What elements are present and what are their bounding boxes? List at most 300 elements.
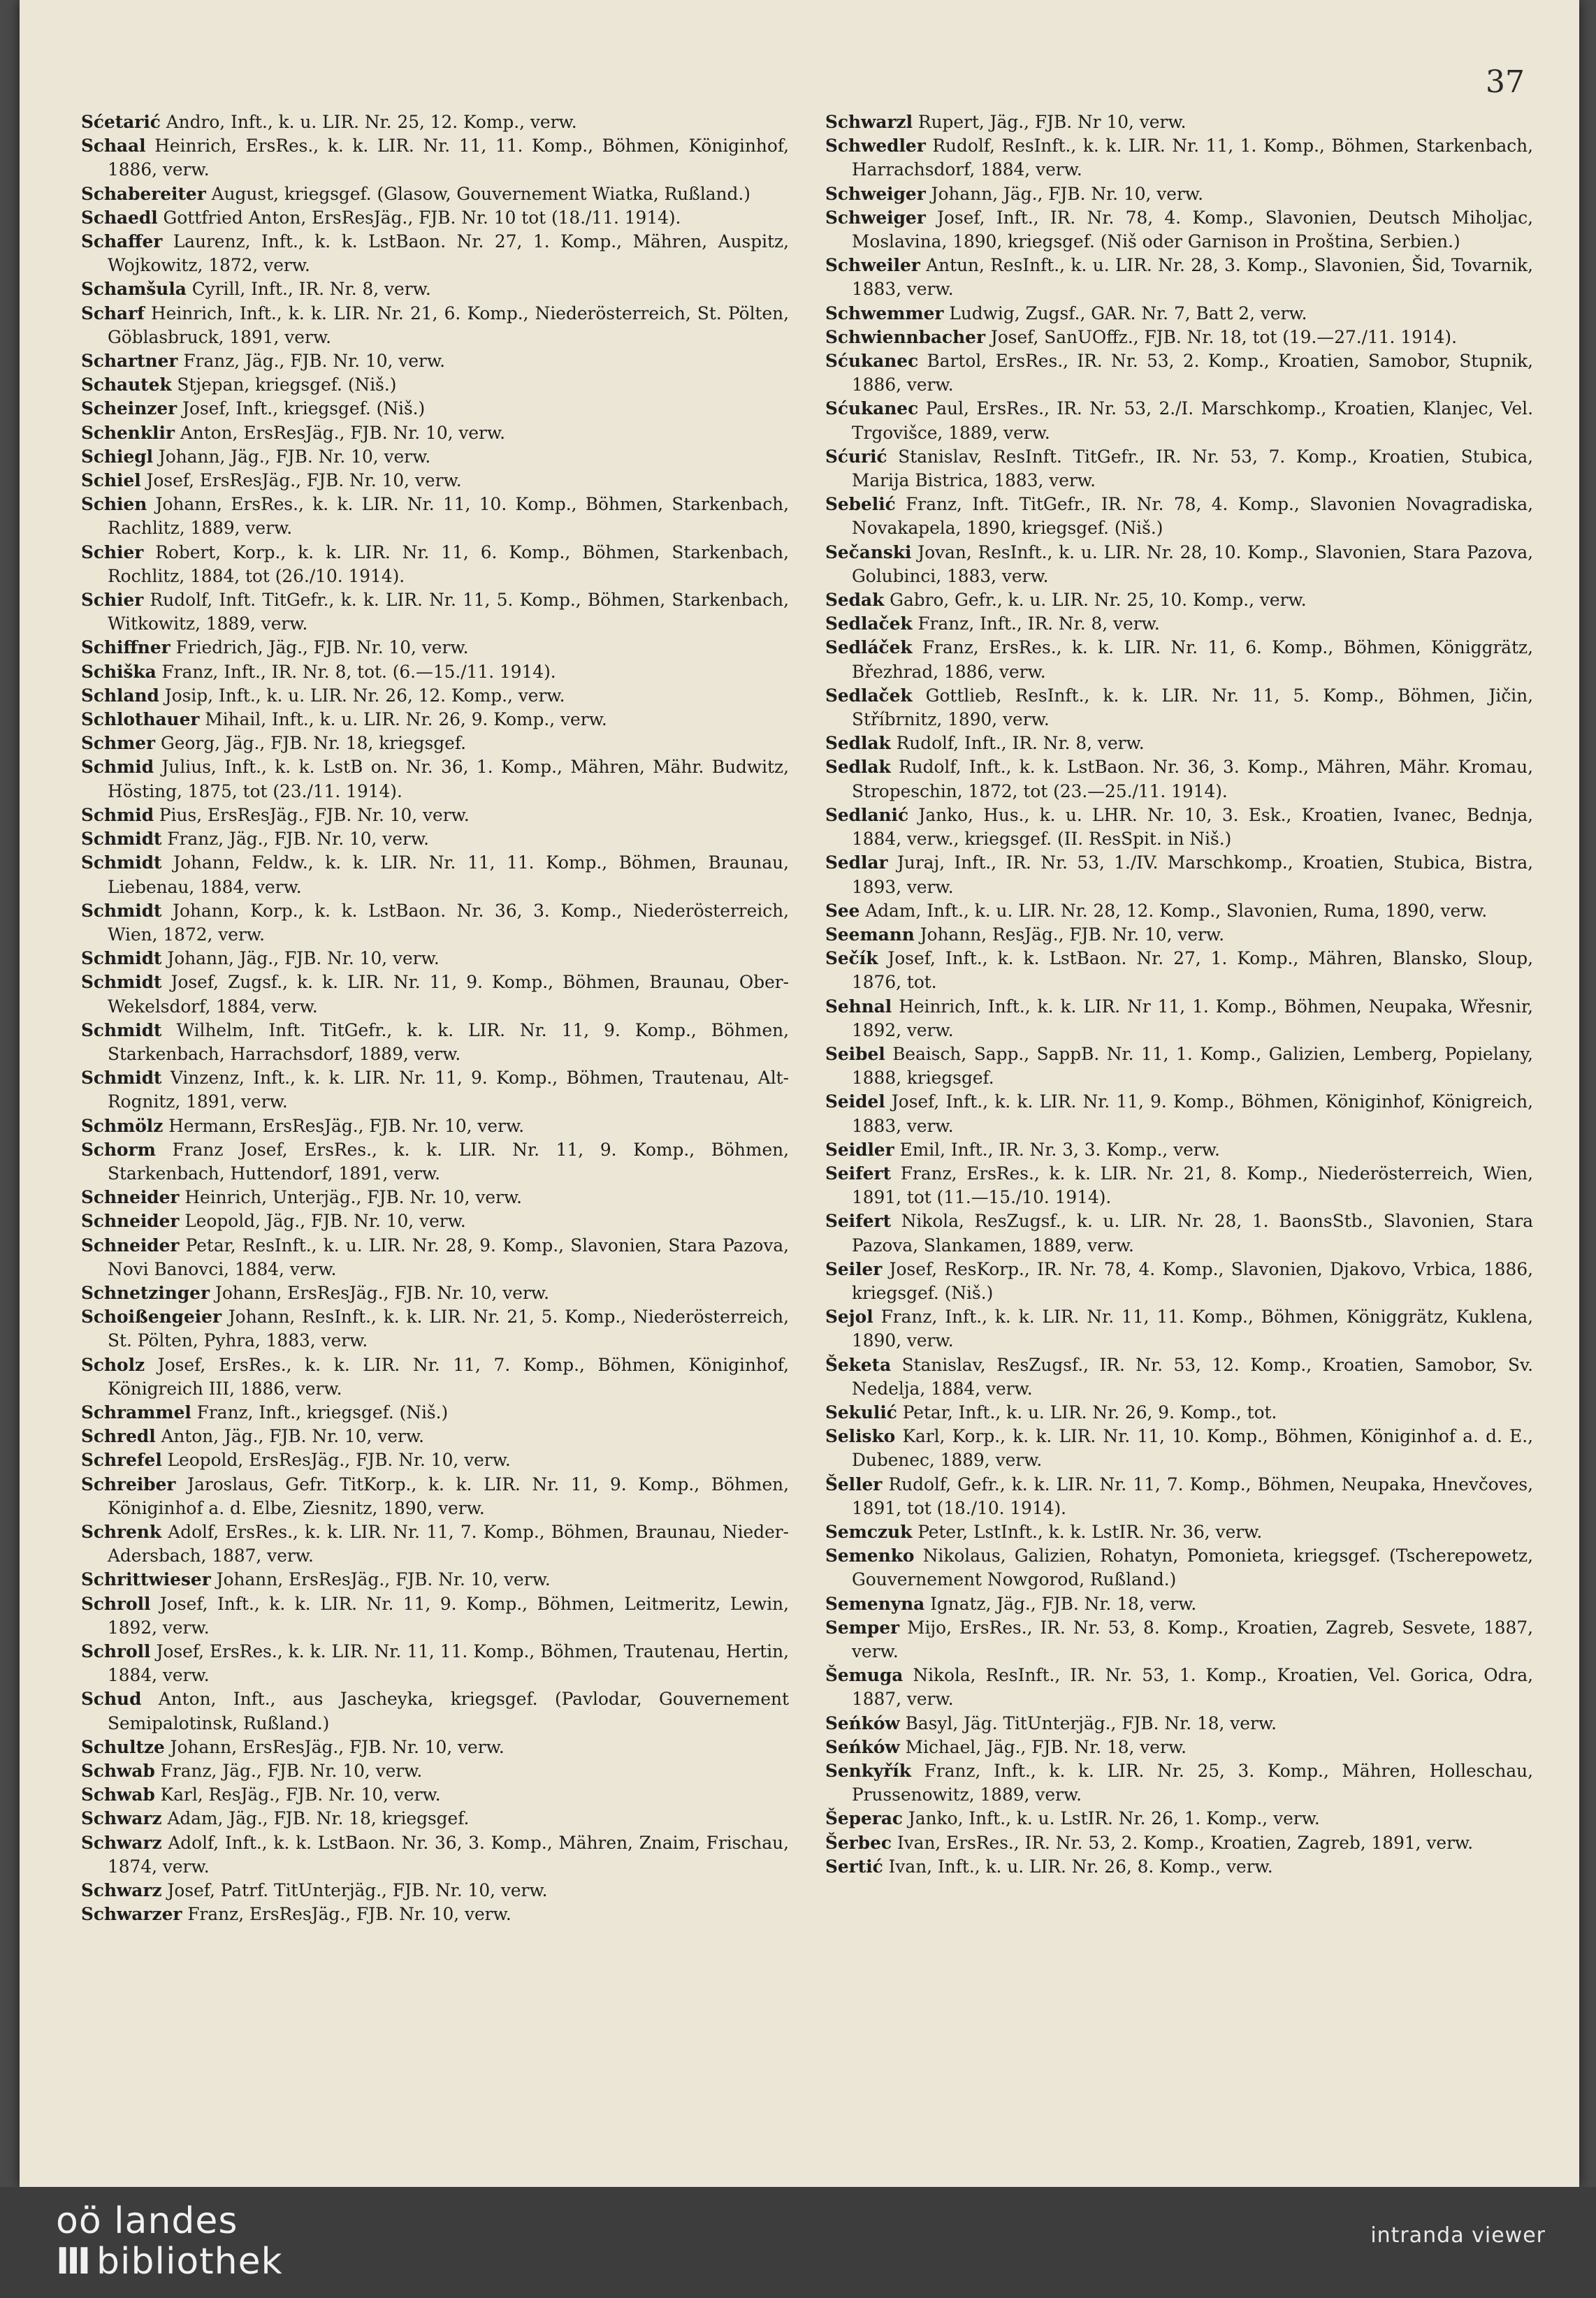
entry-details: Adolf, ErsRes., k. k. LIR. Nr. 11, 7. Komp., Böhmen, Braunau, Nieder-Adersbach, 1887, verw. — [108, 1521, 789, 1566]
register-entry — [81, 373, 789, 397]
register-entry — [81, 1473, 789, 1520]
register-entry — [825, 995, 1533, 1042]
register-entry — [81, 827, 789, 851]
register-entry — [81, 1234, 789, 1281]
entry-details: Stanislav, ResInft. TitGefr., IR. Nr. 53, 7. Komp., Kroatien, Stubica, Marija Bistrica, 1883, verw. — [852, 446, 1533, 491]
entry-surname: Seidel — [825, 1091, 885, 1112]
entry-surname: Schnetzinger — [81, 1282, 210, 1303]
entry-surname: Schweiger — [825, 207, 926, 228]
entry-details: Michael, Jäg., FJB. Nr. 18, verw. — [899, 1736, 1187, 1757]
register-entry — [825, 923, 1533, 947]
entry-surname: Schweiger — [825, 183, 926, 204]
register-entry — [825, 182, 1533, 206]
entry-details: Josef, Inft., k. k. LstBaon. Nr. 27, 1. Komp., Mähren, Blansko, Sloup, 1876, tot. — [852, 948, 1533, 993]
register-entry — [81, 1019, 789, 1066]
logo-text-bibliothek: bibliothek — [96, 2241, 283, 2283]
entry-details: Basyl, Jäg. TitUnterjäg., FJB. Nr. 18, verw. — [899, 1712, 1277, 1733]
register-entry — [825, 349, 1533, 397]
entry-surname: Schmidt — [81, 972, 162, 993]
entry-details: Stjepan, kriegsgef. (Niš.) — [171, 374, 397, 395]
entry-details: Adam, Jäg., FJB. Nr. 18, kriegsgef. — [161, 1808, 470, 1829]
entry-surname: Schwarzl — [825, 112, 913, 132]
entry-details: Josef, Inft., IR. Nr. 78, 4. Komp., Slavonien, Deutsch Miholjac, Moslavina, 1890, kriegsgef. (Niš oder Garnison in Proština, Serbien.) — [852, 207, 1533, 252]
register-entry — [825, 1090, 1533, 1137]
register-entry — [825, 1712, 1533, 1736]
entry-surname: Seńków — [825, 1712, 900, 1733]
register-entry — [81, 970, 789, 1018]
register-entry — [825, 1425, 1533, 1472]
entry-details: Josef, Inft., kriegsgef. (Niš.) — [177, 398, 426, 419]
register-entry — [81, 636, 789, 660]
register-entry — [825, 1473, 1533, 1520]
entry-details: Julius, Inft., k. k. LstB on. Nr. 36, 1. Komp., Mähren, Mähr. Budwitz, Hösting, 1875, tot (23./11. 1914). — [108, 757, 789, 801]
entry-surname: Schwarzer — [81, 1904, 182, 1925]
entry-surname: Sedlanić — [825, 804, 909, 825]
entry-surname: Seibel — [825, 1043, 885, 1064]
entry-details: Johann, ErsResJäg., FJB. Nr. 10, verw. — [210, 1569, 551, 1590]
entry-surname: Seifert — [825, 1211, 892, 1232]
register-entry — [81, 493, 789, 540]
register-entry — [81, 755, 789, 803]
logo-bars-icon: III — [56, 2241, 89, 2283]
entry-surname: Schrammel — [81, 1402, 191, 1423]
register-entry — [825, 1759, 1533, 1807]
entry-details: Janko, Inft., k. u. LstIR. Nr. 26, 1. Komp., verw. — [903, 1808, 1320, 1829]
register-entry — [825, 206, 1533, 254]
register-entry — [81, 588, 789, 636]
entry-details: Janko, Hus., k. u. LHR. Nr. 10, 3. Esk., Kroatien, Ivanec, Bednja, 1884, verw., kriegsgef. (II. ResSpit. in Niš.) — [852, 804, 1533, 850]
entry-details: Adam, Inft., k. u. LIR. Nr. 28, 12. Komp., Slavonien, Ruma, 1890, verw. — [859, 900, 1488, 921]
entry-details: Ignatz, Jäg., FJB. Nr. 18, verw. — [924, 1593, 1197, 1614]
entry-surname: Schartner — [81, 351, 178, 372]
entry-surname: Schneider — [81, 1187, 180, 1208]
library-logo[interactable] — [56, 2201, 283, 2282]
entry-details: Petar, Inft., k. u. LIR. Nr. 26, 9. Komp., tot. — [897, 1402, 1277, 1423]
entry-details: Petar, ResInft., k. u. LIR. Nr. 28, 9. Komp., Slavonien, Stara Pazova, Novi Banovci, 1884, verw. — [108, 1235, 789, 1279]
entry-details: Gottlieb, ResInft., k. k. LIR. Nr. 11, 5. Komp., Böhmen, Jičin, Stříbrnitz, 1890, verw. — [852, 685, 1533, 730]
register-entry — [825, 326, 1533, 349]
entry-details: Rudolf, Inft., IR. Nr. 8, verw. — [890, 733, 1145, 754]
entry-surname: Schmer — [81, 733, 156, 754]
entry-details: Johann, Jäg., FJB. Nr. 10, verw. — [925, 183, 1203, 204]
entry-surname: Schwarz — [81, 1832, 162, 1853]
entry-details: Leopold, ErsResJäg., FJB. Nr. 10, verw. — [161, 1450, 511, 1471]
entry-details: Georg, Jäg., FJB. Nr. 18, kriegsgef. — [155, 733, 467, 754]
register-entry — [825, 1042, 1533, 1090]
entry-details: Andro, Inft., k. u. LIR. Nr. 25, 12. Komp., verw. — [160, 112, 577, 132]
entry-surname: Schneider — [81, 1211, 180, 1232]
register-entry — [81, 803, 789, 827]
entry-details: Josef, ErsRes., k. k. LIR. Nr. 11, 7. Komp., Böhmen, Königinhof, Königreich III, 1886, verw. — [108, 1354, 789, 1399]
entry-surname: Sedlar — [825, 852, 888, 873]
entry-surname: Schier — [81, 590, 144, 611]
entry-surname: Šeperac — [825, 1808, 904, 1829]
entry-details: Josip, Inft., k. u. LIR. Nr. 26, 12. Komp., verw. — [159, 685, 565, 706]
entry-surname: Semenyna — [825, 1593, 925, 1614]
entry-surname: Schrittwieser — [81, 1569, 211, 1590]
register-entry — [81, 230, 789, 277]
entry-surname: Sćetarić — [81, 112, 161, 132]
register-entry — [81, 1592, 789, 1640]
register-entry — [825, 1807, 1533, 1831]
entry-surname: Semczuk — [825, 1521, 913, 1542]
entry-surname: See — [825, 900, 860, 921]
register-entry — [81, 1903, 789, 1926]
register-entry — [81, 1281, 789, 1305]
entry-details: Johann, ErsResJäg., FJB. Nr. 10, verw. — [210, 1282, 549, 1303]
entry-surname: Seiler — [825, 1258, 883, 1279]
entry-surname: Šerbec — [825, 1832, 892, 1853]
register-entry — [81, 1114, 789, 1138]
entry-details: Nikola, ResZugsf., k. u. LIR. Nr. 28, 1. BaonsStb., Slavonien, Stara Pazova, Slankamen, 1889, verw. — [852, 1211, 1533, 1256]
register-entry — [81, 732, 789, 755]
entry-details: Mihail, Inft., k. u. LIR. Nr. 26, 9. Komp., verw. — [199, 709, 607, 730]
entry-details: Josef, SanUOffz., FJB. Nr. 18, tot (19.—27./11. 1914). — [985, 326, 1457, 347]
left-column — [81, 110, 789, 2082]
entry-surname: Sedlak — [825, 733, 891, 754]
entry-details: Franz, Inft., k. k. LIR. Nr. 25, 3. Komp., Mähren, Holleschau, Prussenowitz, 1889, verw. — [852, 1761, 1533, 1805]
entry-surname: Schlothauer — [81, 709, 200, 730]
entry-surname: Schland — [81, 685, 159, 706]
entry-surname: Šemuga — [825, 1665, 904, 1686]
register-entry — [81, 469, 789, 493]
register-entry — [825, 1258, 1533, 1305]
register-entry — [825, 1616, 1533, 1664]
entry-details: Ivan, ErsRes., IR. Nr. 53, 2. Komp., Kroatien, Zagreb, 1891, verw. — [891, 1832, 1474, 1853]
entry-surname: Schmidt — [81, 948, 162, 969]
entry-details: Hermann, ErsResJäg., FJB. Nr. 10, verw. — [163, 1115, 525, 1136]
entry-details: Heinrich, ErsRes., k. k. LIR. Nr. 11, 11. Komp., Böhmen, Königinhof, 1886, verw. — [108, 136, 789, 180]
entry-surname: Sehnal — [825, 996, 892, 1017]
entry-surname: Schwiennbacher — [825, 326, 986, 347]
entry-details: Franz, Inft., IR. Nr. 8, verw. — [912, 613, 1160, 634]
entry-details: Anton, Inft., aus Jascheyka, kriegsgef. (Pavlodar, Gouvernement Semipalotinsk, Rußland.) — [108, 1689, 789, 1733]
register-entry — [81, 1783, 789, 1807]
entry-details: Johann, ResJäg., FJB. Nr. 10, verw. — [914, 924, 1225, 945]
register-entry — [81, 349, 789, 373]
entry-details: Franz, ErsResJäg., FJB. Nr. 10, verw. — [182, 1904, 512, 1925]
entry-surname: Schmid — [81, 804, 154, 825]
register-entry — [825, 110, 1533, 134]
register-entry — [81, 684, 789, 708]
register-entry — [81, 1759, 789, 1783]
entry-surname: Schoißengeier — [81, 1307, 222, 1328]
entry-surname: Selisko — [825, 1426, 896, 1447]
entry-details: Franz, ErsRes., k. k. LIR. Nr. 21, 8. Komp., Niederösterreich, Wien, 1891, tot (11.—15./10. 1914). — [852, 1163, 1533, 1208]
entry-details: Paul, ErsRes., IR. Nr. 53, 2./I. Marschkomp., Kroatien, Klanjec, Vel. Trgovišce, 1889, verw. — [852, 398, 1533, 443]
entry-surname: Sedak — [825, 590, 885, 611]
register-entry — [81, 1448, 789, 1472]
register-entry — [81, 110, 789, 134]
viewer-footer — [0, 2187, 1596, 2298]
entry-details: Johann, ResInft., k. k. LIR. Nr. 21, 5. Komp., Niederösterreich, St. Pölten, Pyhra, 1883, verw. — [108, 1307, 789, 1351]
entry-details: Josef, ResKorp., IR. Nr. 78, 4. Komp., Slavonien, Djakovo, Vrbica, 1886, kriegsgef. (Niš.) — [852, 1258, 1533, 1303]
entry-surname: Schiffner — [81, 637, 171, 658]
entry-details: Wilhelm, Inft. TitGefr., k. k. LIR. Nr. 11, 9. Komp., Böhmen, Starkenbach, Harrachsdorf, 1889, verw. — [108, 1019, 789, 1064]
register-entry — [825, 1305, 1533, 1353]
entry-surname: Schautek — [81, 374, 172, 395]
entry-details: Franz, Jäg., FJB. Nr. 10, verw. — [161, 829, 430, 850]
register-entry — [81, 1138, 789, 1186]
register-entry — [825, 636, 1533, 683]
entry-surname: Schneider — [81, 1235, 180, 1256]
register-entry — [825, 1353, 1533, 1401]
entry-surname: Schmidt — [81, 829, 162, 850]
register-entry — [825, 1209, 1533, 1257]
register-entry — [81, 182, 789, 206]
entry-surname: Schwedler — [825, 136, 926, 157]
entry-details: Josef, Patrf. TitUnterjäg., FJB. Nr. 10, verw. — [161, 1880, 548, 1901]
entry-surname: Schrenk — [81, 1521, 162, 1542]
register-entry — [825, 302, 1533, 326]
entry-details: Ivan, Inft., k. u. LIR. Nr. 26, 8. Komp., verw. — [883, 1856, 1273, 1877]
entry-surname: Šeketa — [825, 1354, 892, 1375]
entry-details: Franz, Jäg., FJB. Nr. 10, verw. — [177, 351, 446, 372]
register-entry — [81, 1209, 789, 1233]
entry-surname: Sečanski — [825, 541, 912, 562]
right-column — [825, 110, 1533, 2082]
entry-details: Karl, ResJäg., FJB. Nr. 10, verw. — [154, 1784, 441, 1805]
entry-details: Josef, Inft., k. k. LIR. Nr. 11, 9. Komp., Böhmen, Leitmeritz, Lewin, 1892, verw. — [108, 1593, 789, 1638]
entry-details: Rupert, Jäg., FJB. Nr 10, verw. — [913, 112, 1187, 132]
register-entry — [81, 947, 789, 970]
logo-text-line1: oö landes — [56, 2200, 238, 2242]
entry-details: Franz, Inft., k. k. LIR. Nr. 11, 11. Komp., Böhmen, Königgrätz, Kuklena, 1890, verw. — [852, 1307, 1533, 1351]
entry-details: Rudolf, Gefr., k. k. LIR. Nr. 11, 7. Komp., Böhmen, Neupaka, Hnevčoves, 1891, tot (18./10. 1914). — [852, 1474, 1533, 1518]
entry-details: Johann, Korp., k. k. LstBaon. Nr. 36, 3. Komp., Niederösterreich, Wien, 1872, verw. — [108, 900, 789, 945]
entry-details: Leopold, Jäg., FJB. Nr. 10, verw. — [179, 1211, 466, 1232]
entry-surname: Schwarz — [81, 1880, 162, 1901]
register-entry — [81, 1736, 789, 1759]
register-entry — [81, 1353, 789, 1401]
entry-surname: Schmidt — [81, 1068, 162, 1089]
entry-details: Rudolf, Inft. TitGefr., k. k. LIR. Nr. 11, 5. Komp., Böhmen, Starkenbach, Witkowitz, 1889, verw. — [108, 590, 789, 634]
entry-surname: Sedlak — [825, 757, 891, 778]
entry-surname: Sertić — [825, 1856, 883, 1877]
entry-details: Johann, ErsResJäg., FJB. Nr. 10, verw. — [164, 1736, 505, 1757]
entry-details: Emil, Inft., IR. Nr. 3, 3. Komp., verw. — [894, 1139, 1220, 1160]
entry-details: Antun, ResInft., k. u. LIR. Nr. 28, 3. Komp., Slavonien, Šid, Tovarnik, 1883, verw. — [852, 255, 1533, 300]
entry-surname: Seifert — [825, 1163, 892, 1184]
register-entry — [825, 134, 1533, 182]
entry-details: Gabro, Gefr., k. u. LIR. Nr. 25, 10. Komp., verw. — [884, 590, 1307, 611]
entry-details: Heinrich, Inft., k. k. LIR. Nr. 21, 6. Komp., Niederösterreich, St. Pölten, Göblasbruck, 1891, verw. — [108, 303, 789, 347]
entry-details: Robert, Korp., k. k. LIR. Nr. 11, 6. Komp., Böhmen, Starkenbach, Rochlitz, 1884, tot (26./10. 1914). — [108, 541, 789, 586]
entry-details: Karl, Korp., k. k. LIR. Nr. 11, 10. Komp., Böhmen, Königinhof a. d. E., Dubenec, 1889, verw. — [852, 1426, 1533, 1471]
entry-details: Franz, ErsRes., k. k. LIR. Nr. 11, 6. Komp., Böhmen, Königgrätz, Březhrad, 1886, verw. — [852, 637, 1533, 682]
register-entry — [825, 1855, 1533, 1879]
entry-details: Josef, Inft., k. k. LIR. Nr. 11, 9. Komp., Böhmen, Königinhof, Königreich, 1883, verw. — [852, 1091, 1533, 1136]
entry-surname: Schiška — [81, 661, 157, 682]
register-entry — [81, 899, 789, 947]
entry-details: Heinrich, Inft., k. k. LIR. Nr 11, 1. Komp., Böhmen, Neupaka, Wřesnir, 1892, verw. — [852, 996, 1533, 1040]
register-entry — [825, 1162, 1533, 1209]
entry-details: Josef, ErsRes., k. k. LIR. Nr. 11, 11. Komp., Böhmen, Trautenau, Hertin, 1884, verw. — [108, 1641, 789, 1686]
page-number: 37 — [1486, 64, 1525, 100]
entry-surname: Scharf — [81, 303, 145, 323]
entry-details: Bartol, ErsRes., IR. Nr. 53, 2. Komp., Kroatien, Samobor, Stupnik, 1886, verw. — [852, 351, 1533, 395]
register-entry — [81, 302, 789, 349]
logo-text-line2 — [56, 2241, 283, 2282]
entry-details: Mijo, ErsRes., IR. Nr. 53, 8. Komp., Kroatien, Zagreb, Sesvete, 1887, verw. — [852, 1617, 1533, 1661]
register-entry — [81, 1425, 789, 1448]
entry-surname: Schultze — [81, 1736, 165, 1757]
entry-details: Jaroslaus, Gefr. TitKorp., k. k. LIR. Nr. 11, 9. Komp., Böhmen, Königinhof a. d. Elbe, Ziesnitz, 1890, verw. — [108, 1474, 789, 1518]
entry-details: Rudolf, Inft., k. k. LstBaon. Nr. 36, 3. Komp., Mähren, Mähr. Kromau, Stropeschin, 1872, tot (23.—25./11. 1914). — [852, 757, 1533, 801]
entry-details: Ludwig, Zugsf., GAR. Nr. 7, Batt 2, verw. — [943, 303, 1307, 323]
register-entry — [825, 851, 1533, 899]
register-entry — [825, 397, 1533, 444]
register-entry — [825, 254, 1533, 301]
entry-surname: Schwab — [81, 1761, 155, 1782]
register-entry — [81, 1305, 789, 1353]
entry-surname: Seńków — [825, 1736, 900, 1757]
entry-details: Gottfried Anton, ErsResJäg., FJB. Nr. 10 tot (18./11. 1914). — [157, 207, 681, 228]
entry-details: Anton, Jäg., FJB. Nr. 10, verw. — [155, 1426, 425, 1447]
entry-surname: Sebelić — [825, 494, 896, 515]
entry-surname: Seemann — [825, 924, 915, 945]
register-entry — [81, 1568, 789, 1592]
register-entry — [81, 134, 789, 182]
register-entry — [81, 421, 789, 445]
entry-surname: Schiel — [81, 470, 141, 491]
register-entry — [825, 803, 1533, 851]
entry-surname: Schmölz — [81, 1115, 164, 1136]
entry-surname: Schaal — [81, 136, 146, 157]
entry-surname: Schmidt — [81, 1019, 162, 1040]
register-entry — [81, 1687, 789, 1735]
entry-details: Rudolf, ResInft., k. k. LIR. Nr. 11, 1. Komp., Böhmen, Starkenbach, Harrachsdorf, 1884, verw. — [852, 136, 1533, 180]
entry-details: Friedrich, Jäg., FJB. Nr. 10, verw. — [170, 637, 469, 658]
entry-surname: Schroll — [81, 1641, 151, 1661]
entry-details: Pius, ErsResJäg., FJB. Nr. 10, verw. — [154, 804, 470, 825]
entry-details: Josef, ErsResJäg., FJB. Nr. 10, verw. — [140, 470, 462, 491]
register-entry — [825, 1592, 1533, 1616]
entry-surname: Scheinzer — [81, 398, 177, 419]
entry-surname: Sćukanec — [825, 398, 919, 419]
entry-surname: Sćukanec — [825, 351, 919, 372]
entry-details: Heinrich, Unterjäg., FJB. Nr. 10, verw. — [179, 1187, 523, 1208]
entry-surname: Schorm — [81, 1139, 156, 1160]
entry-surname: Sedlaček — [825, 613, 913, 634]
register-entry — [81, 206, 789, 230]
entry-details: Juraj, Inft., IR. Nr. 53, 1./IV. Marschkomp., Kroatien, Stubica, Bistra, 1893, verw. — [852, 852, 1533, 897]
entry-details: Peter, LstInft., k. k. LstIR. Nr. 36, verw. — [912, 1521, 1263, 1542]
entry-details: Johann, ErsRes., k. k. LIR. Nr. 11, 10. Komp., Böhmen, Starkenbach, Rachlitz, 1889, verw. — [108, 494, 789, 539]
entry-surname: Sejol — [825, 1307, 873, 1328]
entry-surname: Schroll — [81, 1593, 151, 1614]
register-entry — [825, 493, 1533, 540]
entry-surname: Schmidt — [81, 852, 162, 873]
entry-surname: Sečík — [825, 948, 878, 969]
register-entry — [81, 1640, 789, 1687]
entry-details: Anton, ErsResJäg., FJB. Nr. 10, verw. — [174, 422, 506, 443]
entry-details: Franz, Inft. TitGefr., IR. Nr. 78, 4. Komp., Slavonien Novagradiska, Novakapela, 1890, kriegsgef. (Niš.) — [852, 494, 1533, 539]
viewer-label: intranda viewer — [1370, 2223, 1546, 2248]
entry-details: Vinzenz, Inft., k. k. LIR. Nr. 11, 9. Komp., Böhmen, Trautenau, Alt-Rognitz, 1891, verw. — [108, 1068, 789, 1112]
register-entry — [825, 1736, 1533, 1759]
entry-surname: Schien — [81, 494, 147, 515]
entry-details: Johann, Jäg., FJB. Nr. 10, verw. — [153, 446, 431, 467]
register-entry — [825, 684, 1533, 732]
register-entry — [81, 1186, 789, 1209]
register-entry — [81, 445, 789, 469]
entry-surname: Sćurić — [825, 446, 887, 467]
entry-surname: Schabereiter — [81, 183, 206, 204]
entry-surname: Semenko — [825, 1546, 915, 1566]
register-entry — [825, 1520, 1533, 1544]
entry-surname: Šeller — [825, 1474, 883, 1495]
entry-surname: Senkyřík — [825, 1761, 911, 1782]
entry-surname: Schaffer — [81, 231, 163, 252]
entry-details: Johann, Feldw., k. k. LIR. Nr. 11, 11. Komp., Böhmen, Braunau, Liebenau, 1884, verw. — [108, 852, 789, 897]
entry-surname: Sekulić — [825, 1402, 897, 1423]
register-entry — [81, 1879, 789, 1903]
entry-surname: Schwarz — [81, 1808, 162, 1829]
register-entry — [825, 1544, 1533, 1592]
register-entry — [81, 660, 789, 684]
entry-surname: Seidler — [825, 1139, 894, 1160]
register-entry — [825, 445, 1533, 493]
entry-details: Nikola, ResInft., IR. Nr. 53, 1. Komp., Kroatien, Vel. Gorica, Odra, 1887, verw. — [852, 1665, 1533, 1710]
register-entry — [825, 1401, 1533, 1425]
register-entry — [825, 588, 1533, 612]
register-entry — [81, 851, 789, 899]
entry-details: Nikolaus, Galizien, Rohatyn, Pomonieta, kriegsgef. (Tscherepowetz, Gouvernement Nowgorod, Rußland.) — [852, 1546, 1533, 1590]
register-entry — [825, 541, 1533, 588]
register-entry — [825, 1664, 1533, 1711]
entry-surname: Schredl — [81, 1426, 156, 1447]
entry-surname: Schrefel — [81, 1450, 162, 1471]
register-entry — [825, 947, 1533, 994]
register-entry — [825, 1831, 1533, 1855]
entry-details: August, kriegsgef. (Glasow, Gouvernement Wiatka, Rußland.) — [205, 183, 750, 204]
entry-details: Franz, Jäg., FJB. Nr. 10, verw. — [154, 1761, 423, 1782]
entry-surname: Schmid — [81, 757, 154, 778]
register-entry — [825, 755, 1533, 803]
entry-details: Franz, Inft., IR. Nr. 8, tot. (6.—15./11. 1914). — [156, 661, 556, 682]
entry-surname: Schreiber — [81, 1474, 176, 1495]
entry-details: Jovan, ResInft., k. u. LIR. Nr. 28, 10. Komp., Slavonien, Stara Pazova, Golubinci, 1883, verw. — [852, 541, 1533, 586]
entry-surname: Schwab — [81, 1784, 155, 1805]
entry-surname: Scholz — [81, 1354, 145, 1375]
entry-surname: Sedláček — [825, 637, 913, 658]
register-entry — [81, 708, 789, 732]
entry-details: Laurenz, Inft., k. k. LstBaon. Nr. 27, 1. Komp., Mähren, Auspitz, Wojkowitz, 1872, verw. — [108, 231, 789, 276]
entry-details: Josef, Zugsf., k. k. LIR. Nr. 11, 9. Komp., Böhmen, Braunau, Ober-Wekelsdorf, 1884, verw. — [108, 972, 789, 1017]
entry-details: Adolf, Inft., k. k. LstBaon. Nr. 36, 3. Komp., Mähren, Znaim, Frischau, 1874, verw. — [108, 1832, 789, 1877]
entry-surname: Schweiler — [825, 255, 920, 276]
entry-details: Franz Josef, ErsRes., k. k. LIR. Nr. 11, 9. Komp., Böhmen, Starkenbach, Huttendorf, 1891, verw. — [108, 1139, 789, 1184]
register-entry — [81, 1831, 789, 1879]
entry-surname: Schud — [81, 1689, 142, 1710]
register-entry — [825, 899, 1533, 923]
entry-surname: Schenklir — [81, 422, 175, 443]
entry-details: Franz, Inft., kriegsgef. (Niš.) — [191, 1402, 449, 1423]
text-columns — [81, 110, 1533, 2082]
register-entry — [81, 277, 789, 301]
register-entry — [81, 1520, 789, 1568]
entry-surname: Semper — [825, 1617, 900, 1638]
entry-surname: Schmidt — [81, 900, 162, 921]
entry-surname: Schwemmer — [825, 303, 944, 323]
entry-details: Cyrill, Inft., IR. Nr. 8, verw. — [186, 279, 431, 300]
register-entry — [825, 732, 1533, 755]
entry-details: Beaisch, Sapp., SappB. Nr. 11, 1. Komp., Galizien, Lemberg, Popielany, 1888, kriegsgef. — [852, 1043, 1533, 1089]
register-entry — [81, 1066, 789, 1114]
register-entry — [81, 1807, 789, 1831]
entry-details: Johann, Jäg., FJB. Nr. 10, verw. — [161, 948, 440, 969]
